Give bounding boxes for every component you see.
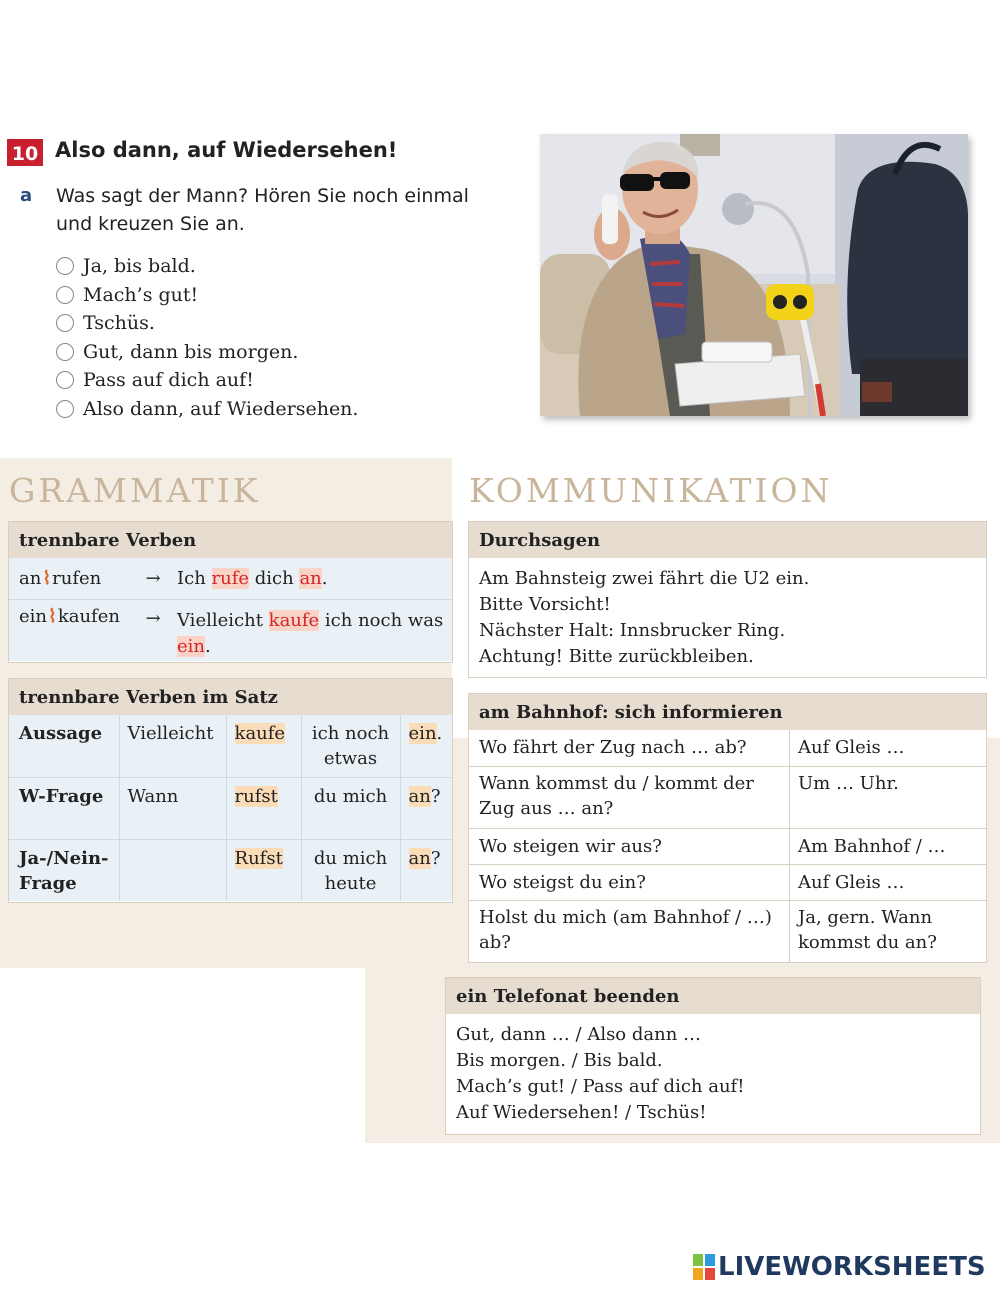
communication-box-bahnhof [468, 693, 987, 963]
verb-stem: kaufen [57, 605, 120, 627]
position-1: Wann [119, 777, 226, 839]
bahnhof-table [469, 730, 986, 962]
box-title: trennbare Verben im Satz [9, 679, 452, 715]
punctuation: . [436, 723, 443, 744]
highlighted-particle: an [408, 847, 431, 869]
question-cell: Holst du mich (am Bahnhof / …) ab? [469, 900, 790, 962]
option-item[interactable] [56, 281, 358, 310]
question-cell: Wo steigst du ein? [469, 864, 790, 900]
table-row [9, 715, 452, 777]
communication-box-durchsagen [468, 521, 987, 678]
verb-prefix: an [19, 567, 42, 589]
sentence-part: . [321, 567, 328, 589]
box-title: am Bahnhof: sich informieren [469, 694, 986, 730]
announcement-line: Nächster Halt: Innsbrucker Ring. [479, 620, 786, 641]
table-row [469, 900, 986, 962]
table-row [9, 839, 452, 901]
separator-icon: ⌇ [42, 567, 52, 589]
radio-button[interactable] [56, 371, 74, 389]
option-item[interactable] [56, 252, 358, 281]
option-list [56, 252, 358, 423]
radio-button[interactable] [56, 400, 74, 418]
question-cell: Wo fährt der Zug nach … ab? [469, 730, 790, 766]
table-row [469, 730, 986, 766]
option-item[interactable] [56, 395, 358, 424]
sentence-position-table [9, 715, 452, 901]
middle-field: du mich heute [301, 839, 400, 901]
highlighted-verb: kaufe [268, 609, 320, 631]
box-title: trennbare Verben [9, 522, 452, 558]
phrase-line: Bis morgen. / Bis bald. [456, 1050, 663, 1071]
sentence-part: Ich [177, 567, 212, 589]
table-row [9, 777, 452, 839]
end-position [400, 839, 452, 901]
question-cell: Wann kommst du / kommt der Zug aus … an? [469, 766, 790, 828]
sentence-type: Ja-/Nein-Frage [9, 839, 119, 901]
option-item[interactable] [56, 366, 358, 395]
answer-cell: Auf Gleis … [798, 871, 905, 893]
highlighted-particle: ein [408, 723, 437, 744]
radio-button[interactable] [56, 257, 74, 275]
highlighted-particle: an [408, 785, 431, 807]
sentence-type: Aussage [9, 715, 119, 777]
option-label: Also dann, auf Wiedersehen. [83, 397, 359, 420]
table-row [9, 599, 452, 661]
arrow-icon: → [145, 607, 161, 629]
middle-field: du mich [301, 777, 400, 839]
highlighted-particle: ein [177, 635, 206, 657]
option-label: Tschüs. [83, 312, 155, 335]
middle-field: ich noch etwas [301, 715, 400, 777]
highlighted-verb: kaufe [234, 723, 286, 744]
end-position [400, 715, 452, 777]
table-row [469, 828, 986, 864]
highlighted-particle: an [299, 567, 322, 589]
position-1 [119, 839, 226, 901]
logo-grid-icon [693, 1254, 715, 1280]
verb-infinitive [9, 599, 137, 661]
photo-man-on-phone [540, 134, 968, 416]
punctuation: ? [430, 785, 441, 807]
sentence-part: ich noch was [319, 609, 444, 631]
sentence-part: Vielleicht [177, 609, 269, 631]
radio-button[interactable] [56, 343, 74, 361]
highlighted-verb: rufst [234, 785, 278, 807]
option-item[interactable] [56, 309, 358, 338]
separator-icon: ⌇ [48, 605, 57, 627]
answer-cell: Auf Gleis … [798, 737, 905, 759]
question-cell: Wo steigen wir aus? [469, 828, 790, 864]
phrase-list [446, 1014, 980, 1126]
highlighted-verb: Rufst [234, 847, 283, 869]
sentence-part: . [205, 635, 211, 657]
table-row [469, 766, 986, 828]
answer-cell: Ja, gern. Wann kommst du an? [798, 906, 937, 953]
section-heading-grammatik: GRAMMATIK [9, 471, 261, 510]
phrase-line: Auf Wiedersehen! / Tschüs! [456, 1102, 707, 1123]
sentence-part: dich [249, 567, 300, 589]
radio-button[interactable] [56, 314, 74, 332]
announcement-line: Achtung! Bitte zurückbleiben. [479, 646, 754, 667]
verb-stem: rufen [52, 567, 102, 589]
option-label: Pass auf dich auf! [83, 369, 254, 392]
option-label: Gut, dann bis morgen. [83, 340, 299, 363]
position-1: Vielleicht [119, 715, 226, 777]
box-title: ein Telefonat beenden [446, 978, 980, 1014]
verb-infinitive [9, 558, 137, 599]
verb-position [226, 777, 301, 839]
option-item[interactable] [56, 338, 358, 367]
announcement-list [469, 558, 986, 670]
verb-position [226, 839, 301, 901]
punctuation: ? [430, 847, 441, 869]
answer-cell: Um … Uhr. [798, 772, 899, 794]
highlighted-verb: rufe [211, 567, 250, 589]
exercise-part-letter: a [20, 185, 33, 206]
logo-text: LIVEWORKSHEETS [718, 1252, 986, 1282]
exercise-instruction: Was sagt der Mann? Hören Sie noch einmal und kreuzen Sie an. [56, 185, 469, 235]
grammar-box-trennbare-verben [8, 521, 453, 663]
arrow-icon: → [145, 567, 161, 589]
grammar-table [9, 558, 452, 661]
exercise-title: Also dann, auf Wiedersehen! [55, 138, 398, 162]
grammar-box-verben-im-satz [8, 678, 453, 903]
table-row [9, 558, 452, 599]
box-title: Durchsagen [469, 522, 986, 558]
communication-box-telefonat [445, 977, 981, 1135]
sentence-type: W-Frage [9, 777, 119, 839]
example-sentence [169, 599, 452, 661]
liveworksheets-logo [693, 1252, 986, 1282]
section-heading-kommunikation: KOMMUNIKATION [469, 471, 833, 510]
verb-position [226, 715, 301, 777]
answer-cell: Am Bahnhof / … [798, 835, 946, 857]
option-label: Mach’s gut! [83, 283, 199, 306]
announcement-line: Bitte Vorsicht! [479, 594, 611, 615]
table-row [469, 864, 986, 900]
photo-illustration [540, 134, 968, 416]
option-label: Ja, bis bald. [83, 255, 196, 278]
announcement-line: Am Bahnsteig zwei fährt die U2 ein. [479, 568, 810, 589]
example-sentence [169, 558, 452, 599]
exercise-number: 10 [7, 139, 43, 166]
radio-button[interactable] [56, 286, 74, 304]
phrase-line: Mach’s gut! / Pass auf dich auf! [456, 1076, 745, 1097]
end-position [400, 777, 452, 839]
phrase-line: Gut, dann … / Also dann … [456, 1024, 702, 1045]
verb-prefix: ein [19, 605, 48, 627]
